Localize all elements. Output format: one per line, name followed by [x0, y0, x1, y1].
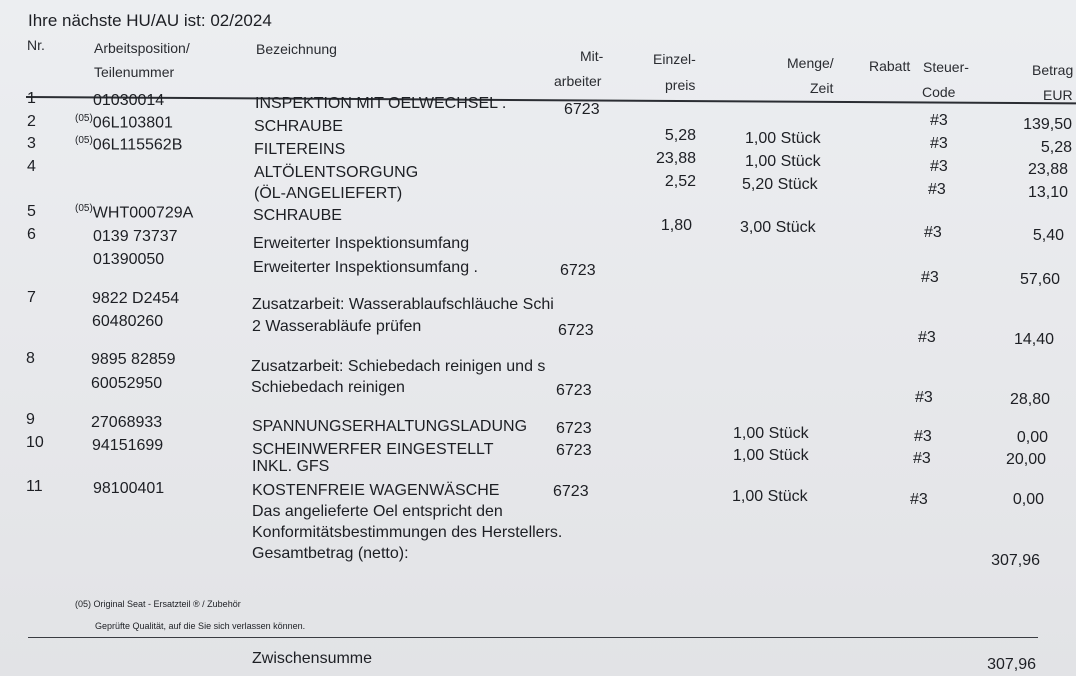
row-7-teil: 9822 D2454	[92, 290, 180, 307]
row-2-teilnr: 06L103801	[92, 114, 173, 132]
header-steuer: Steuer-	[923, 59, 969, 75]
row-9-betrag: 0,00	[1016, 429, 1048, 446]
row-11-bez: KOSTENFREIE WAGENWÄSCHE	[252, 482, 500, 499]
row-3-teil	[75, 135, 182, 154]
row-7-bez2: 2 Wasserabläufe prüfen	[252, 318, 422, 335]
row-1-code: #3	[930, 112, 948, 129]
row-1-nr: 1	[27, 90, 36, 107]
header-teilenummer: Teilenummer	[94, 64, 175, 80]
row-6-bez2: Erweiterter Inspektionsumfang .	[253, 259, 478, 276]
header-mitarbeiter-2: arbeiter	[554, 73, 602, 89]
row-4-einzel: 2,52	[664, 173, 696, 190]
row-1-bez: INSPEKTION MIT OELWECHSEL .	[255, 95, 507, 112]
header-einzelpreis-2: preis	[665, 77, 696, 93]
row-6-nr: 6	[27, 226, 36, 243]
row-2-sup: (05)	[75, 113, 93, 124]
zwischensumme-value: 307,96	[987, 656, 1036, 673]
row-3-teilnr: 06L115562B	[92, 136, 183, 154]
row-7-code: #3	[918, 329, 936, 346]
gesamtbetrag-label: Gesamtbetrag (netto):	[252, 545, 409, 562]
row-3-nr: 3	[27, 135, 36, 152]
note-line-1: Das angelieferte Oel entspricht den	[252, 503, 503, 520]
row-3-einzel: 23,88	[655, 150, 696, 167]
header-einzelpreis-1: Einzel-	[653, 51, 696, 67]
row-8-bez2: Schiebedach reinigen	[251, 379, 405, 396]
row-9-bez: SPANNUNGSERHALTUNGSLADUNG	[252, 418, 528, 435]
row-6-betrag: 57,60	[1019, 271, 1060, 288]
row-2-nr: 2	[27, 113, 36, 130]
row-8-nr: 8	[26, 350, 35, 367]
row-9-nr: 9	[26, 411, 35, 428]
subtotal-rule	[28, 637, 1038, 638]
header-bezeichnung: Bezeichnung	[256, 41, 337, 57]
row-11-mit: 6723	[553, 483, 589, 500]
hu-au-notice: Ihre nächste HU/AU ist: 02/2024	[28, 11, 272, 30]
row-8-teil: 9895 82859	[91, 351, 176, 368]
header-code: Code	[922, 84, 956, 100]
row-10-betrag: 20,00	[1005, 451, 1046, 468]
row-11-code: #3	[910, 491, 928, 508]
note-line-2: Konformitätsbestimmungen des Herstellers.	[252, 524, 563, 541]
row-10-code: #3	[913, 450, 931, 467]
row-6-code: #3	[921, 269, 939, 286]
header-zeit: Zeit	[810, 80, 834, 96]
footnote-original-seat: (05) Original Seat - Ersatzteil ® / Zubehör	[75, 599, 241, 609]
header-arbeitsposition: Arbeitsposition/	[94, 40, 190, 56]
row-9-teil: 27068933	[91, 414, 163, 431]
row-8-mit: 6723	[556, 382, 592, 399]
row-10-bez2: INKL. GFS	[252, 458, 330, 475]
row-7-mit: 6723	[558, 322, 594, 339]
row-5-betrag: 5,40	[1032, 227, 1064, 244]
row-8-betrag: 28,80	[1009, 391, 1050, 408]
row-7-teil2: 60480260	[92, 313, 164, 330]
row-7-nr: 7	[27, 289, 36, 306]
row-11-menge: 1,00 Stück	[732, 488, 808, 505]
header-nr: Nr.	[27, 37, 45, 53]
header-rule	[26, 96, 1076, 104]
row-8-bez: Zusatzarbeit: Schiebedach reinigen und s	[251, 358, 546, 375]
row-10-nr: 10	[26, 434, 44, 451]
row-5-nr: 5	[27, 203, 36, 220]
row-2-betrag: 5,28	[1040, 139, 1072, 156]
gesamtbetrag-value: 307,96	[991, 552, 1040, 569]
row-5-code: #3	[924, 224, 942, 241]
row-9-menge: 1,00 Stück	[733, 425, 809, 442]
row-5-bez: SCHRAUBE	[253, 207, 342, 224]
row-2-einzel: 5,28	[664, 127, 696, 144]
row-6-teil2: 01390050	[93, 251, 165, 268]
row-4-menge: 5,20 Stück	[742, 176, 818, 193]
row-6-mit: 6723	[560, 262, 596, 279]
row-7-bez: Zusatzarbeit: Wasserablaufschläuche Schi	[252, 296, 554, 313]
row-2-teil	[75, 113, 173, 132]
header-eur: EUR	[1043, 87, 1073, 103]
row-11-teil: 98100401	[93, 480, 165, 497]
row-1-teil: 01030014	[93, 92, 165, 109]
row-4-betrag: 13,10	[1027, 184, 1068, 201]
row-11-betrag: 0,00	[1012, 491, 1044, 508]
header-mitarbeiter-1: Mit-	[580, 48, 604, 64]
row-4-bez2: (ÖL-ANGELIEFERT)	[254, 185, 403, 202]
row-3-menge: 1,00 Stück	[745, 153, 821, 170]
row-5-einzel: 1,80	[660, 217, 692, 234]
row-10-bez: SCHEINWERFER EINGESTELLT	[252, 441, 494, 458]
row-5-teil	[75, 203, 193, 222]
row-6-teil: 0139 73737	[93, 228, 178, 245]
row-8-teil2: 60052950	[91, 375, 163, 392]
row-1-mit: 6723	[564, 101, 600, 118]
row-3-code: #3	[930, 158, 948, 175]
row-2-bez: SCHRAUBE	[254, 118, 343, 135]
header-menge: Menge/	[787, 55, 834, 71]
row-6-bez: Erweiterter Inspektionsumfang	[253, 235, 470, 252]
row-2-menge: 1,00 Stück	[745, 130, 821, 147]
row-10-mit: 6723	[556, 442, 592, 459]
row-3-betrag: 23,88	[1027, 161, 1068, 178]
row-2-code: #3	[930, 135, 948, 152]
header-rabatt: Rabatt	[869, 58, 911, 74]
footnote-quality: Geprüfte Qualität, auf die Sie sich verlassen können.	[95, 621, 306, 631]
zwischensumme-label: Zwischensumme	[252, 650, 373, 667]
row-5-sup: (05)	[75, 203, 93, 214]
row-10-teil: 94151699	[92, 437, 164, 454]
row-7-betrag: 14,40	[1013, 331, 1054, 348]
row-9-mit: 6723	[556, 420, 592, 437]
row-8-code: #3	[915, 389, 933, 406]
row-3-sup: (05)	[75, 135, 93, 146]
row-5-menge: 3,00 Stück	[740, 219, 816, 236]
row-1-betrag: 139,50	[1023, 116, 1072, 133]
row-4-nr: 4	[27, 158, 36, 175]
row-4-bez: ALTÖLENTSORGUNG	[254, 164, 419, 181]
row-3-bez: FILTEREINS	[254, 141, 346, 158]
row-4-code: #3	[928, 181, 946, 198]
row-5-teilnr: WHT000729A	[92, 204, 194, 222]
row-11-nr: 11	[26, 478, 43, 495]
row-9-code: #3	[914, 428, 932, 445]
row-10-menge: 1,00 Stück	[733, 447, 809, 464]
header-betrag: Betrag	[1032, 62, 1074, 78]
